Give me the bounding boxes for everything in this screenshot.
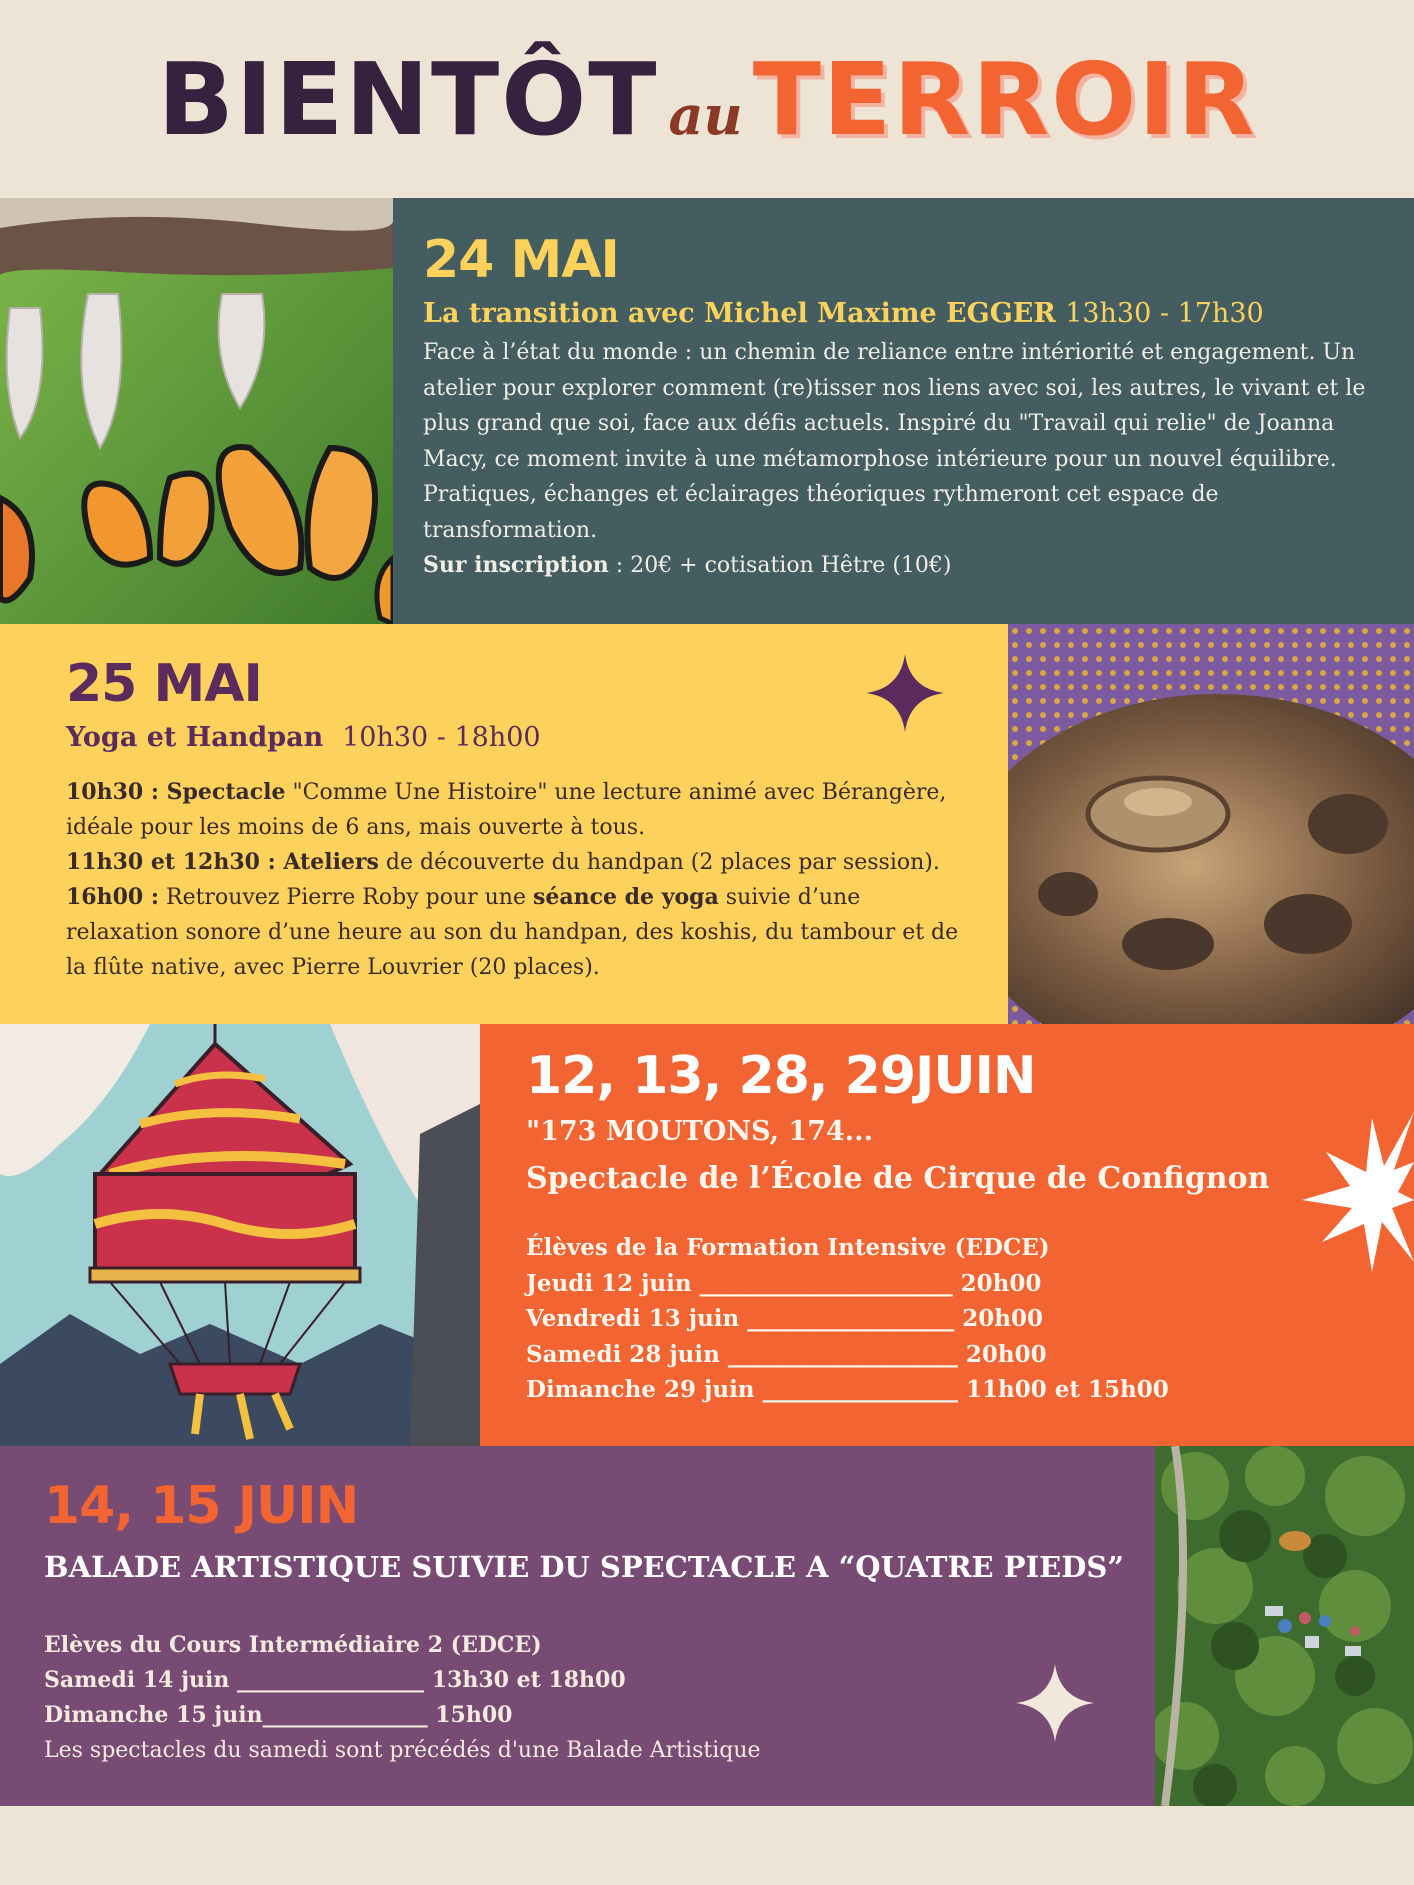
event-title-line2: Spectacle de l’École de Cirque de Confignon — [526, 1161, 1270, 1196]
registration-price: : 20€ + cotisation Hêtre (10€) — [608, 553, 952, 578]
butterfly-image — [0, 198, 393, 624]
event-program — [66, 775, 968, 985]
program-line3-label: 16h00 : — [66, 884, 160, 910]
page-header — [0, 0, 1414, 198]
program-line3-text: Retrouvez Pierre Roby pour une — [159, 885, 533, 910]
program-line3-text2: suivie d’une relaxation sonore d’une heure au son du handpan, des koshis, du tambour et de la flûte native, avec Pierre Louvrier (20 places). — [66, 885, 959, 980]
balloon-illustration — [0, 1024, 480, 1446]
event-description — [423, 335, 1384, 584]
schedule-group: Élèves de la Formation Intensive (EDCE) — [526, 1234, 1050, 1261]
event-title-text: La transition avec Michel Maxime EGGER — [423, 298, 1056, 329]
event-date: 24 MAI — [423, 230, 619, 290]
event-title-text: Yoga et Handpan — [66, 722, 324, 753]
program-line2-label: 11h30 et 12h30 : Ateliers — [66, 849, 379, 875]
page-title — [158, 41, 1257, 158]
schedule-row: Samedi 14 juin _________________ 13h30 et 18h00 — [44, 1667, 626, 1693]
program-line3-highlight: séance de yoga — [532, 884, 719, 910]
event-date: 14, 15 JUIN — [44, 1476, 359, 1536]
program-line1-label: 10h30 : Spectacle — [66, 779, 286, 805]
title-part-au: au — [668, 82, 743, 147]
aerial-photo — [1155, 1446, 1414, 1806]
event-title — [423, 298, 1384, 329]
event-title — [66, 722, 968, 753]
schedule-note: Les spectacles du samedi sont précédés d'une Balade Artistique — [44, 1738, 761, 1763]
program-line2-text: de découverte du handpan (2 places par session). — [378, 850, 940, 875]
schedule-row: Jeudi 12 juin ______________________ 20h00 — [526, 1269, 1042, 1297]
event-schedule — [526, 1230, 1384, 1408]
event-description-text: Face à l’état du monde : un chemin de reliance entre intériorité et engagement. Un atelier pour explorer comment (re)tisser nos liens avec soi, les autres, le vivant et le plus grand que soi, face aux défis actuels. Inspiré du "Travail qui relie" de Joanna Macy, ce moment invite à une métamorphose intérieure pour un nouvel équilibre. Pratiques, échanges et éclairages théoriques rythmeront cet espace de transformation. — [423, 340, 1366, 543]
event-24-mai — [393, 198, 1414, 624]
program-line1-text: "Comme Une Histoire" une lecture animé avec Bérangère, idéale pour les moins de 6 ans, mais ouverte à tous. — [66, 780, 947, 840]
sparkle-star-icon — [866, 654, 944, 732]
event-title: BALADE ARTISTIQUE SUIVIE DU SPECTACLE A “QUATRE PIEDS” — [44, 1550, 1125, 1584]
event-date: 25 MAI — [66, 654, 262, 714]
handpan-image — [1008, 624, 1414, 1024]
schedule-row: Vendredi 13 juin __________________ 20h00 — [526, 1305, 1044, 1332]
schedule-row: Dimanche 29 juin _________________ 11h00 et 15h00 — [526, 1376, 1169, 1403]
event-14-15-juin — [0, 1446, 1155, 1806]
event-25-mai — [0, 624, 1008, 1024]
event-title-line1: "173 MOUTONS, 174... — [526, 1116, 873, 1147]
starburst-icon — [1302, 1112, 1414, 1272]
event-time: 13h30 - 17h30 — [1065, 298, 1264, 329]
schedule-row: Samedi 28 juin ____________________ 20h00 — [526, 1340, 1047, 1368]
schedule-group: Elèves du Cours Intermédiaire 2 (EDCE) — [44, 1632, 542, 1658]
event-schedule — [44, 1628, 1125, 1768]
event-juin-cirque — [480, 1024, 1414, 1446]
sparkle-star-icon — [1016, 1664, 1094, 1742]
schedule-row: Dimanche 15 juin_______________ 15h00 — [44, 1702, 513, 1728]
title-part-bientot: BIENTÔT — [157, 40, 659, 158]
event-date: 12, 13, 28, 29JUIN — [526, 1046, 1036, 1106]
event-time: 10h30 - 18h00 — [342, 722, 541, 753]
title-part-terroir: TERROIR — [752, 40, 1257, 158]
registration-label: Sur inscription — [423, 552, 609, 578]
